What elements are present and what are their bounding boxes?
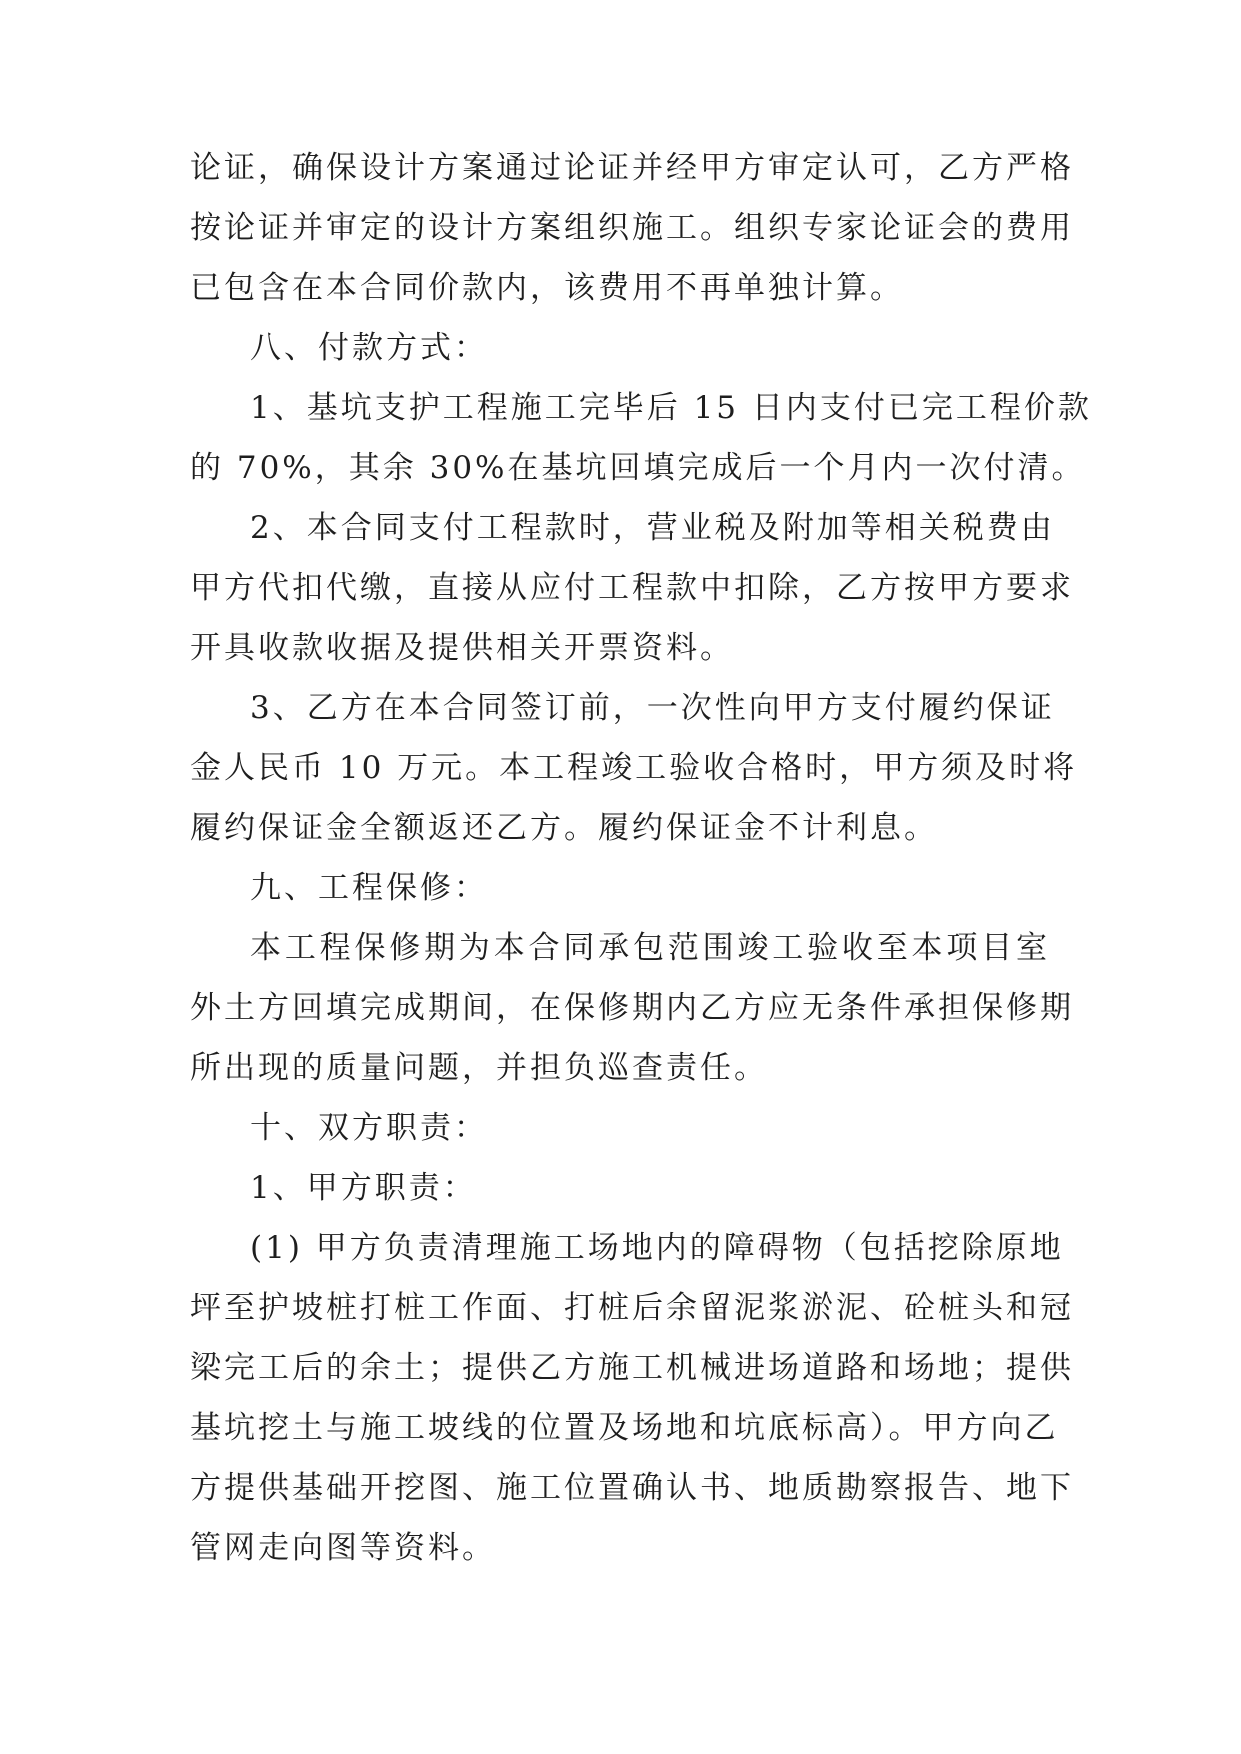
section-heading-payment: 八、付款方式： (250, 330, 488, 366)
body-text-line: 管网走向图等资料。 (190, 1530, 496, 1566)
body-text-line: 方提供基础开挖图、施工位置确认书、地质勘察报告、地下 (190, 1470, 1074, 1506)
body-text-line: 已包含在本合同价款内，该费用不再单独计算。 (190, 270, 904, 306)
body-text-line: 梁完工后的余土；提供乙方施工机械进场道路和场地；提供 (190, 1350, 1074, 1386)
body-text-line: 金人民币 10 万元。本工程竣工验收合格时，甲方须及时将 (190, 750, 1078, 786)
subsection-heading-party-a: 1、甲方职责： (250, 1170, 477, 1206)
body-text-line: 2、本合同支付工程款时，营业税及附加等相关税费由 (250, 510, 1055, 546)
body-text-line: 论证，确保设计方案通过论证并经甲方审定认可，乙方严格 (190, 150, 1074, 186)
body-text-line: (1) 甲方负责清理施工场地内的障碍物（包括挖除原地 (250, 1230, 1064, 1266)
body-text-line: 按论证并审定的设计方案组织施工。组织专家论证会的费用 (190, 210, 1074, 246)
section-heading-warranty: 九、工程保修： (250, 870, 488, 906)
body-text-line: 所出现的质量问题，并担负巡查责任。 (190, 1050, 768, 1086)
body-text-line: 外土方回填完成期间，在保修期内乙方应无条件承担保修期 (190, 990, 1074, 1026)
body-text-line: 坪至护坡桩打桩工作面、打桩后余留泥浆淤泥、砼桩头和冠 (190, 1290, 1074, 1326)
body-text-line: 1、基坑支护工程施工完毕后 15 日内支付已完工程价款 (250, 390, 1092, 426)
body-text-line: 履约保证金全额返还乙方。履约保证金不计利息。 (190, 810, 938, 846)
body-text-line: 甲方代扣代缴，直接从应付工程款中扣除，乙方按甲方要求 (190, 570, 1074, 606)
section-heading-duties: 十、双方职责： (250, 1110, 488, 1146)
body-text-line: 本工程保修期为本合同承包范围竣工验收至本项目室 (250, 930, 1050, 966)
body-text-line: 基坑挖土与施工坡线的位置及场地和坑底标高）。甲方向乙 (190, 1410, 1059, 1446)
body-text-line: 3、乙方在本合同签订前，一次性向甲方支付履约保证 (250, 690, 1055, 726)
body-text-line: 开具收款收据及提供相关开票资料。 (190, 630, 734, 666)
body-text-line: 的 70%，其余 30%在基坑回填完成后一个月内一次付清。 (190, 450, 1086, 486)
